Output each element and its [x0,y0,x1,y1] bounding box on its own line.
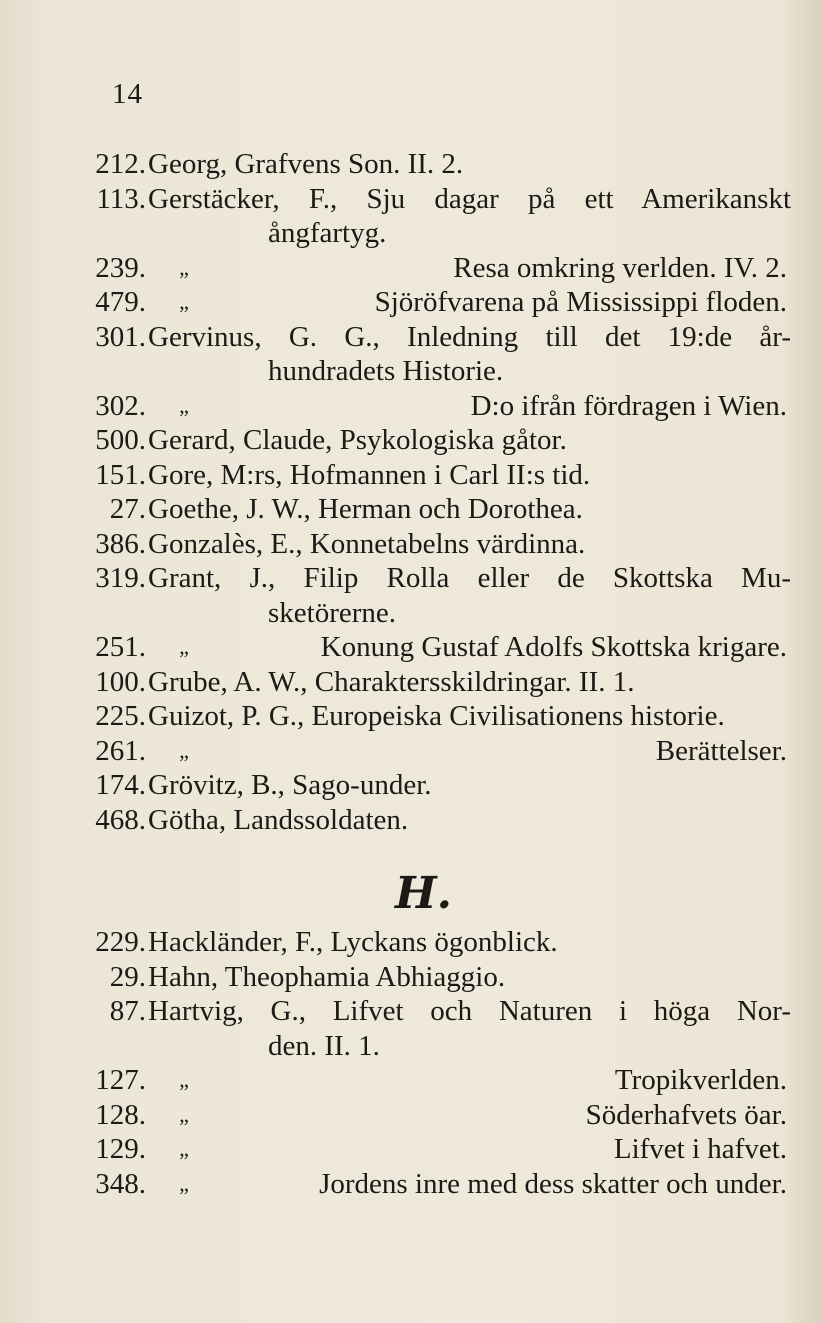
entry-title: Tropikverlden. [614,1064,787,1096]
entry-number: 239. [95,251,146,284]
entry-author-title: Gerard, Claude, Psykologiska gåtor. [148,424,567,456]
entry-author-title: Grövitz, B., Sago-under. [148,769,432,801]
entry-number: 301. [95,320,146,353]
entry-author-title: Guizot, P. G., Europeiska Civilisationens historie. [148,700,725,732]
entry-continuation-text: sketörerne. [268,596,397,629]
page-number: 14 [112,78,143,110]
entry-title: D:o ifrån fördragen i Wien. [470,389,787,422]
entry-number: 87. [109,995,146,1027]
entry-author-title: Gervinus, G. G., Inledning till det 19:de år- [148,320,791,353]
entry-number: 479. [95,286,146,318]
entry-author-title: Götha, Landssoldaten. [148,803,409,836]
entry-continuation-text: den. II. 1. [268,1029,380,1062]
entry-number: 174. [95,769,146,801]
entry-title: Resa omkring verlden. IV. 2. [453,251,787,284]
entry-number: 261. [95,734,146,767]
entry-author-title: Goethe, J. W., Herman och Dorothea. [148,493,583,525]
entry-title: Berättelser. [655,734,787,767]
entry-number: 468. [95,803,146,836]
ditto-mark: „ [179,392,189,418]
section-letter: H. [395,868,452,919]
entry-author-title: Hahn, Theophamia Abhiaggio. [148,960,506,993]
ditto-mark: „ [179,1170,189,1196]
entry-number: 151. [95,458,146,491]
entry-title: Jordens inre med dess skatter och under. [319,1167,787,1200]
entry-number: 100. [95,665,146,698]
entry-number: 113. [96,182,146,215]
entry-number: 225. [95,700,146,732]
ditto-mark: „ [179,737,189,763]
ditto-mark: „ [179,1136,189,1161]
entry-number: 27. [109,493,146,525]
entry-author-title: Georg, Grafvens Son. II. 2. [148,148,464,180]
entry-number: 386. [95,527,146,560]
entry-number: 229. [95,926,146,958]
entry-number: 212. [95,148,146,180]
entry-author-title: Grube, A. W., Charaktersskildringar. II. 1. [148,665,635,698]
entry-author-title: Hartvig, G., Lifvet och Naturen i höga Nor- [148,995,791,1027]
ditto-mark: „ [179,634,189,659]
entry-number: 128. [95,1098,146,1131]
entry-number: 29. [109,960,146,993]
entry-number: 127. [95,1064,146,1096]
entry-number: 319. [95,562,146,594]
entry-author-title: Gerstäcker, F., Sju dagar på ett Amerikanskt [148,182,791,215]
catalog-entry [0,1162,823,1206]
ditto-mark: „ [179,289,189,314]
entry-number: 500. [95,424,146,456]
entry-number: 348. [95,1167,146,1200]
ditto-mark: „ [179,254,189,280]
ditto-mark: „ [179,1067,189,1092]
ditto-mark: „ [179,1101,189,1127]
entry-author-title: Gonzalès, E., Konnetabelns värdinna. [148,527,586,560]
entry-title: Konung Gustaf Adolfs Skottska krigare. [320,631,787,663]
entry-title: Sjöröfvarena på Mississippi floden. [374,286,787,318]
entry-author-title: Grant, J., Filip Rolla eller de Skottska Mu- [148,562,791,594]
entry-continuation-text: ångfartyg. [268,217,387,249]
entry-number: 129. [95,1133,146,1165]
entry-title: Lifvet i hafvet. [613,1133,787,1165]
entry-number: 302. [95,389,146,422]
catalog-entry [0,798,823,842]
entry-continuation-text: hundradets Historie. [268,355,504,387]
entry-title: Söderhafvets öar. [585,1098,787,1131]
entry-author-title: Hackländer, F., Lyckans ögonblick. [148,926,558,958]
entry-author-title: Gore, M:rs, Hofmannen i Carl II:s tid. [148,458,591,491]
entry-number: 251. [95,631,146,663]
